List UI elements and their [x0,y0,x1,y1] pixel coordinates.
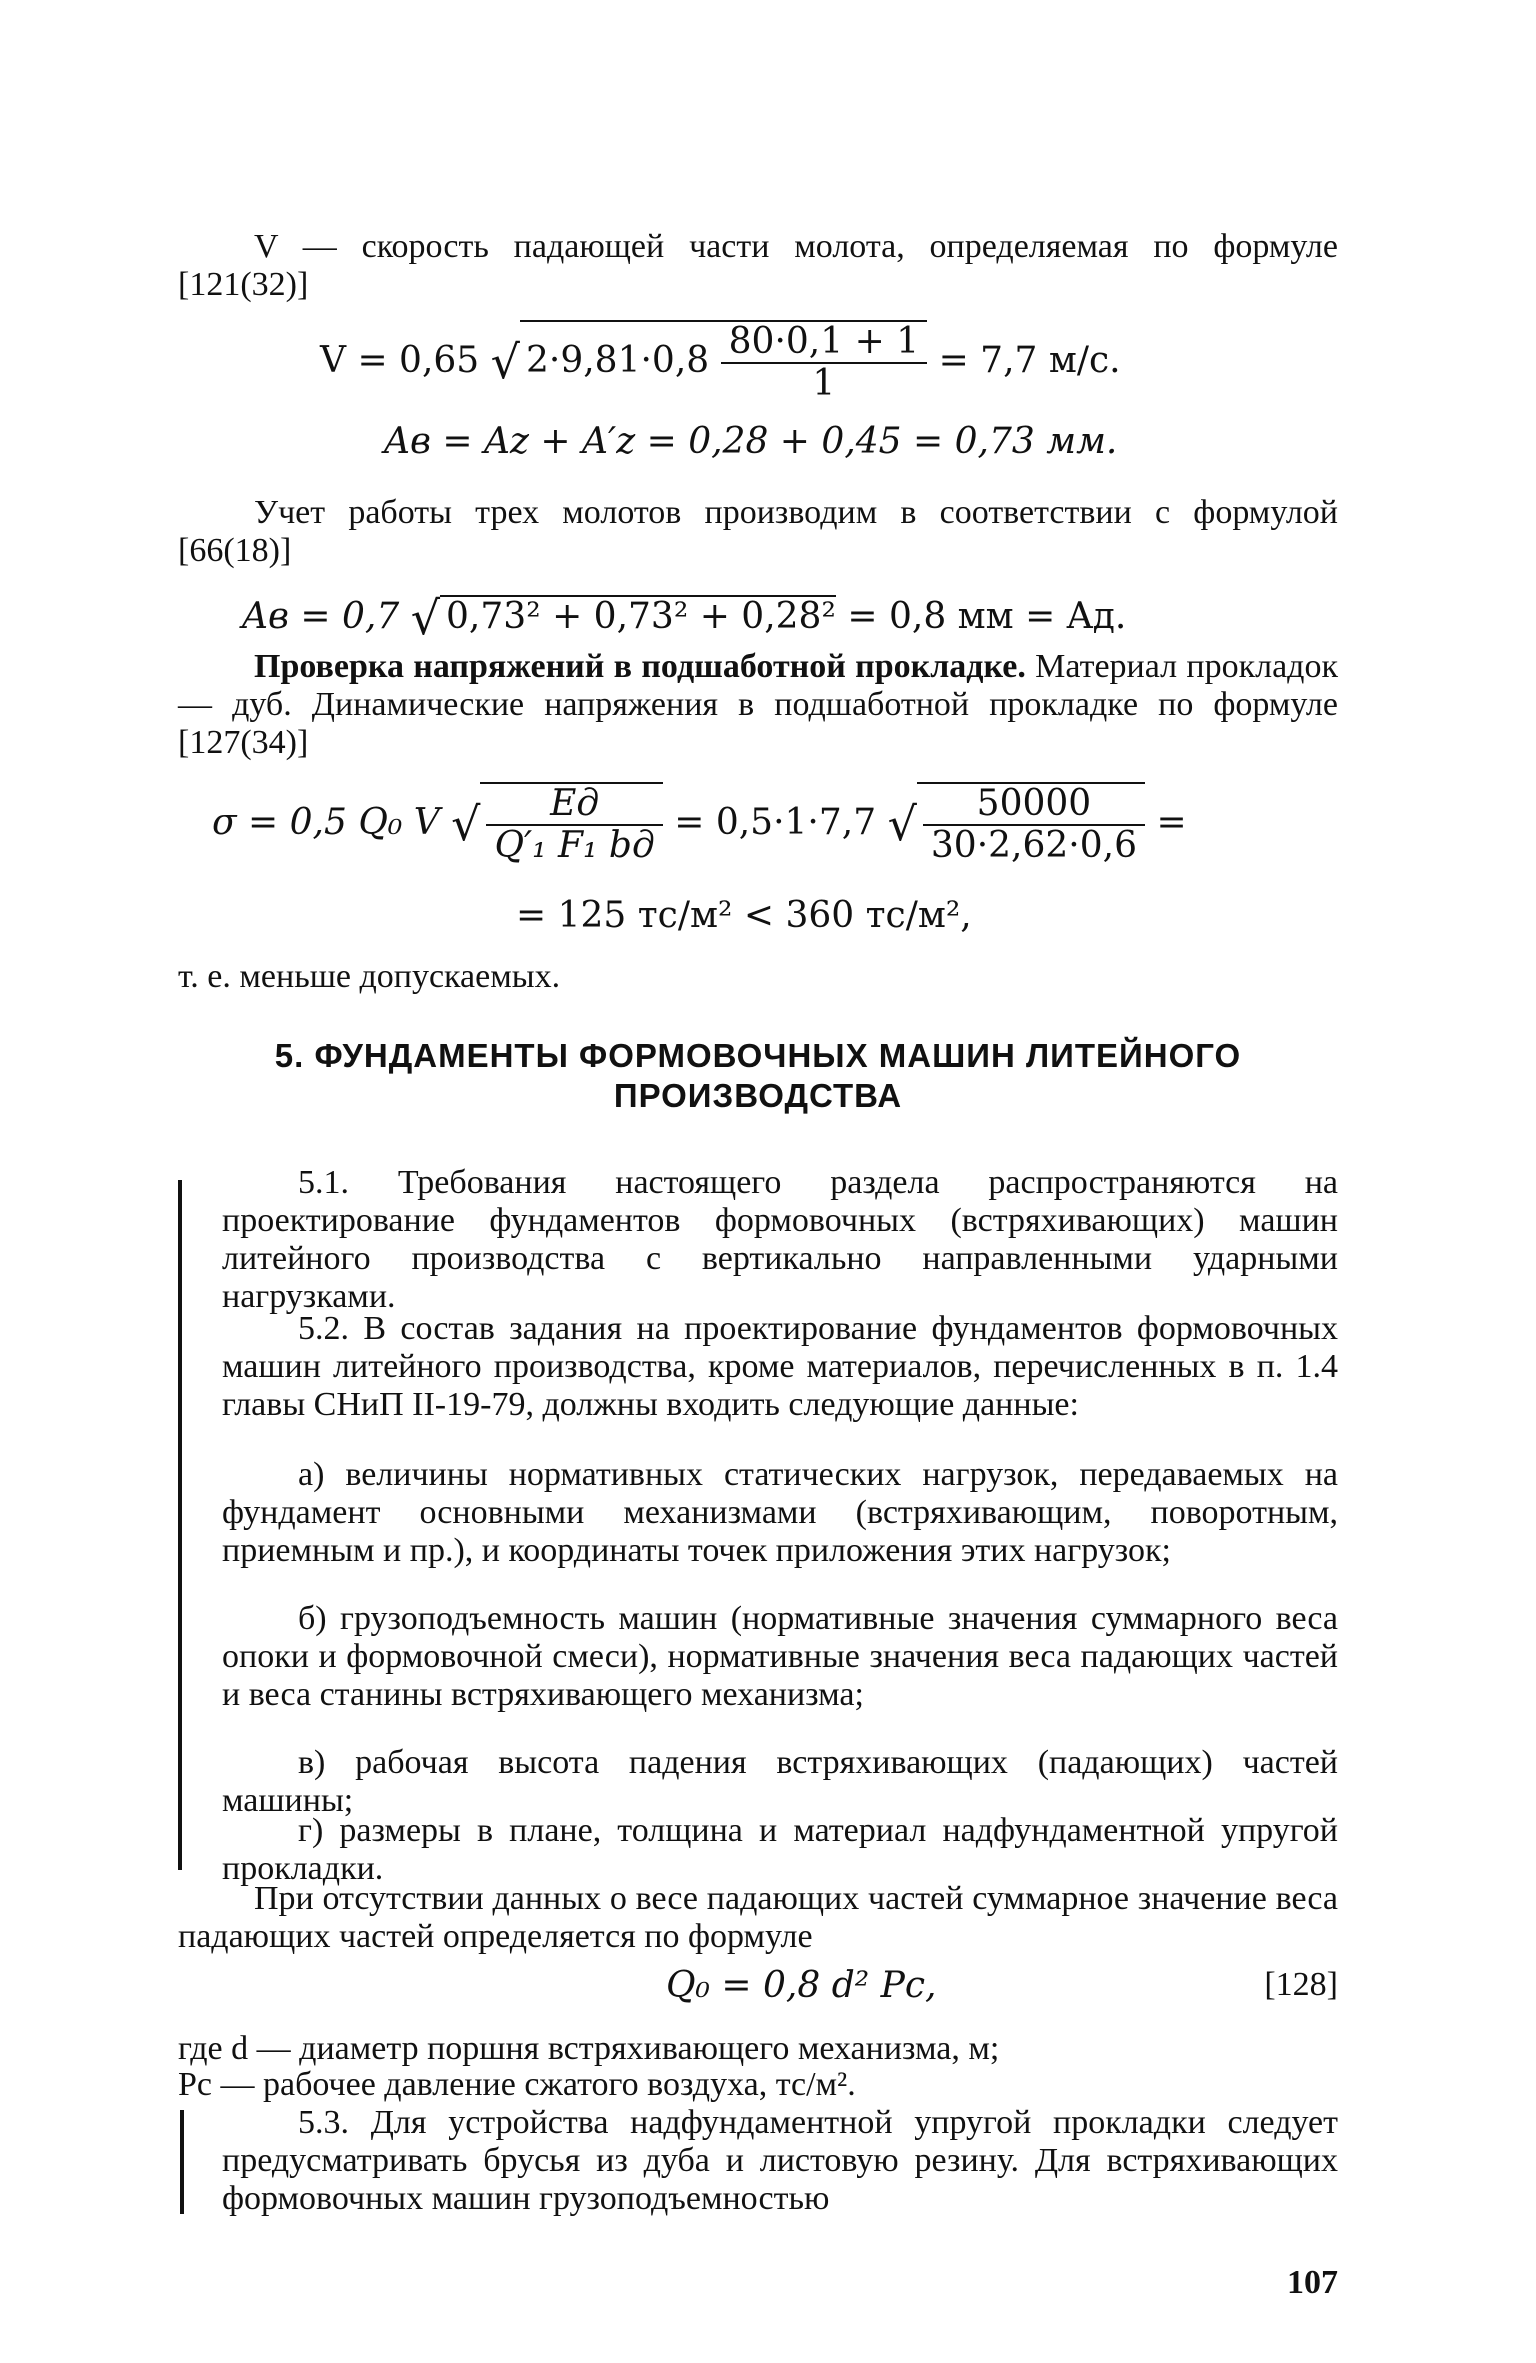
fraction-numerator: 50000 [923,784,1145,826]
clause-item-v: в) рабочая высота падения встряхивающих (падающих) частей машины; [222,1744,1338,1819]
radical-sign: √ [490,335,520,389]
paragraph-less-allowed: т. е. меньше допускаемых. [178,958,561,995]
paragraph-three-hammers: Учет работы трех молотов производим в соответствии с формулой [66(18)] [178,494,1338,569]
paragraph-stress-check-text: Материал прокладок — дуб. Динамические напряжения в подшаботной прокладке по формуле [127(34)] [178,648,1338,761]
formula-amplitude-total [242,591,1127,645]
formula-stress-radicand [480,782,662,866]
paragraph-absent-data: При отсутствии данных о весе падающих частей суммарное значение веса падающих частей определяется по формуле [178,1880,1338,1955]
revision-bar [180,2110,184,2214]
formula-amplitude-total-right: = 0,8 мм = Aд. [847,596,1127,637]
clause-5-3: 5.3. Для устройства надфундаментной упругой прокладки следует предусматривать брусья из дуба и листовую резину. Для встряхивающих формовочных машин грузоподъемностью [222,2104,1338,2217]
where-pressure: Pc — рабочее давление сжатого воздуха, тс/м². [178,2066,856,2103]
clause-item-a: а) величины нормативных статических нагрузок, передаваемых на фундамент основными механизмами (встряхивающим, поворотным, приемным и пр.), и координаты точек приложения этих нагрузок; [222,1456,1338,1569]
fraction-denominator: Q′₁ F₁ bд [494,825,655,866]
radical-sign: √ [451,797,481,851]
formula-velocity-radicand [520,320,927,404]
fraction-numerator: 80·0,1 + 1 [721,322,927,364]
where-diameter: где d — диаметр поршня встряхивающего механизма, м; [178,2030,1000,2067]
section-heading-line-1: 5. ФУНДАМЕНТЫ ФОРМОВОЧНЫХ МАШИН ЛИТЕЙНОГО [274,1037,1242,1074]
formula-falling-weight: Q₀ = 0,8 d² Pc, [666,1965,937,2006]
fraction-numerator: Eд [486,784,662,826]
fraction-denominator: 1 [812,363,836,404]
clause-5-2: 5.2. В состав задания на проектирование фундаментов формовочных машин литейного производства, кроме материалов, перечисленных в п. 1.4 главы СНиП II-19-79, должны входить следующие данные: [222,1310,1338,1423]
page-number: 107 [1287,2264,1338,2301]
paragraph-velocity: V — скорость падающей части молота, определяемая по формуле [121(32)] [178,228,1338,303]
formula-velocity-right: = 7,7 м/с. [938,340,1121,381]
formula-stress-equals: = [1156,802,1187,843]
formula-velocity [320,320,1121,404]
section-heading-line-2: ПРОИЗВОДСТВА [613,1077,903,1114]
formula-velocity-fraction [721,322,927,404]
formula-stress-result: = 125 тс/м² < 360 тс/м², [516,895,972,936]
clause-5-1: 5.1. Требования настоящего раздела распространяются на проектирование фундаментов формовочных (встряхивающих) машин литейного производства с вертикально направленными ударными нагрузками. [222,1164,1338,1315]
paragraph-stress-check [178,648,1338,762]
radical-sign: √ [410,591,441,645]
fraction-denominator: 30·2,62·0,6 [930,825,1137,866]
formula-amplitude-total-radicand: 0,73² + 0,73² + 0,28² [440,595,836,637]
formula-amplitude: Aв = Az + A′z = 0,28 + 0,45 = 0,73 мм. [384,421,1118,462]
equation-number: [128] [1264,1966,1338,2003]
radical-sign: √ [887,797,917,851]
formula-stress-fraction [486,784,662,866]
clause-item-g: г) размеры в плане, толщина и материал надфундаментной упругой прокладки. [222,1812,1338,1887]
formula-stress-middle: = 0,5·1·7,7 [674,802,877,843]
radicand-term: 2·9,81·0,8 [525,340,710,381]
formula-stress-radicand-numeric [917,782,1145,866]
formula-stress-fraction-numeric [923,784,1145,866]
section-heading [178,1036,1338,1116]
revision-bar [178,1180,182,1870]
formula-stress-left: σ = 0,5 Q₀ V [212,802,440,843]
formula-velocity-left: V = 0,65 [320,340,480,381]
formula-amplitude-total-left: Aв = 0,7 [242,596,400,637]
formula-stress [212,782,1187,866]
paragraph-stress-check-title: Проверка напряжений в подшаботной прокладке. [254,648,1026,685]
clause-item-b: б) грузоподъемность машин (нормативные значения суммарного веса опоки и формовочной смеси), нормативные значения веса падающих частей и веса станины встряхивающего механизма; [222,1600,1338,1713]
